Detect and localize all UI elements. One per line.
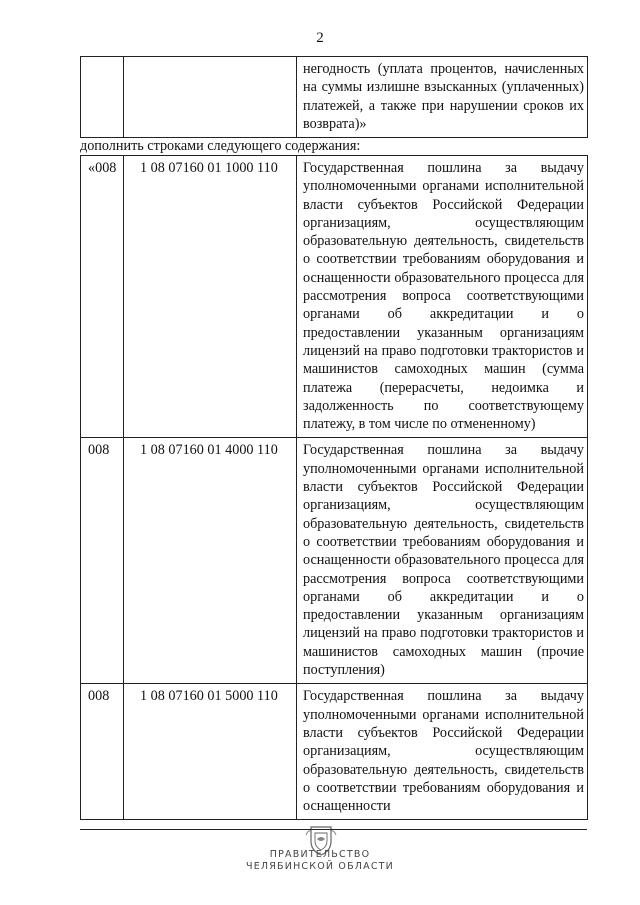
description-cell: негодность (уплата процентов, начисленных на суммы излишне взысканных (уплаченных) платежей, а также при нарушении сроков их возврата)» (297, 57, 588, 138)
code-cell: 1 08 07160 01 4000 110 (124, 438, 297, 684)
organization-line-1: ПРАВИТЕЛЬСТВО (269, 849, 371, 860)
table-row (81, 684, 588, 820)
ref-cell: 008 (81, 684, 124, 820)
page-number: 2 (316, 30, 324, 46)
organization-line-2: ЧЕЛЯБИНСКОЙ ОБЛАСТИ (246, 861, 394, 872)
ref-cell: «008 (81, 156, 124, 438)
table-bottom-border (80, 829, 587, 830)
added-rows-table (80, 155, 588, 820)
description-cell: Государственная пошлина за выдачу уполномоченными органами исполнительной власти субъектов Российской Федерации организациям, осуществляющим образовательную деятельность, свидетельств о соответствии требованиям оборудования и оснащенности образовательного процесса для рассмотрения вопроса соответствующими органами об аккредитации и о предоставлении указанным организациям лицензий на право подготовки трактористов и машинистов самоходных машин (прочие поступления) (297, 438, 588, 684)
organization-name (0, 849, 640, 873)
ref-cell: 008 (81, 438, 124, 684)
intro-text: дополнить строками следующего содержания: (80, 138, 361, 154)
description-cell: Государственная пошлина за выдачу уполномоченными органами исполнительной власти субъектов Российской Федерации организациям, осуществляющим образовательную деятельность, свидетельств о соответствии требованиям оборудования и оснащенности образовательного процесса для рассмотрения вопроса соответствующими органами об аккредитации и о предоставлении указанным организациям лицензий на право подготовки трактористов и машинистов самоходных машин (сумма платежа (перерасчеты, недоимка и задолженность по соответствующему платежу, в том числе по отмененному) (297, 156, 588, 438)
code-cell: 1 08 07160 01 1000 110 (124, 156, 297, 438)
table-row (81, 438, 588, 684)
table-row (81, 156, 588, 438)
description-cell: Государственная пошлина за выдачу уполномоченными органами исполнительной власти субъектов Российской Федерации организациям, осуществляющим образовательную деятельность, свидетельств о соответствии требованиям оборудования и оснащенности (297, 684, 588, 820)
code-cell: 1 08 07160 01 5000 110 (124, 684, 297, 820)
